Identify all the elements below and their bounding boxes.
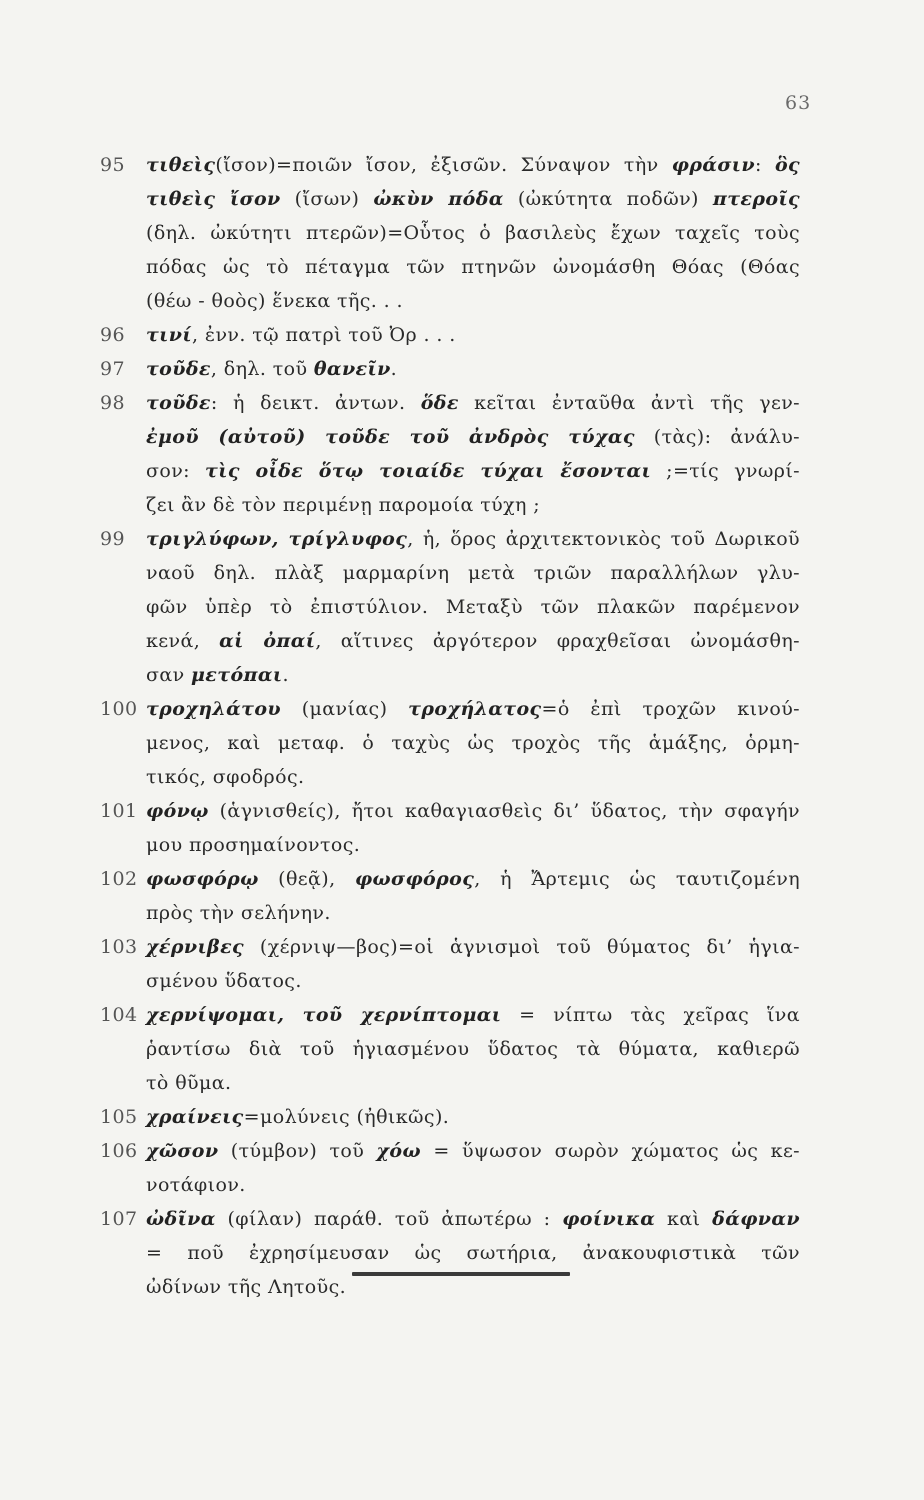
note-text: μου προσημαίνοντος.: [146, 834, 361, 856]
note-line: [100, 1202, 800, 1236]
note-text: τικός, σφοδρός.: [146, 766, 305, 788]
note-line: [100, 1032, 800, 1066]
note-text: (ἁγνισθείς), ἤτοι καθαγιασθεὶς δι’ ὕδατος, τὴν σφαγήν: [208, 800, 800, 822]
note-text: ζει ἂν δὲ τὸν περιμένῃ παρομοία τύχη ;: [146, 494, 541, 516]
note-line: [100, 1066, 800, 1100]
lemma-term: ὠδῖνα: [146, 1208, 216, 1230]
line-number: 99: [100, 528, 125, 550]
note-text: σαν: [146, 664, 191, 686]
lemma-term: φοίνικα: [562, 1208, 656, 1230]
note-text: , ἐνν. τῷ πατρὶ τοῦ Ὀρ . . .: [191, 324, 456, 346]
note-text: (φίλαν) παράθ. τοῦ ἀπωτέρω :: [215, 1208, 563, 1230]
line-number: 97: [100, 358, 125, 380]
note-line: [100, 828, 800, 862]
line-number: 107: [100, 1208, 138, 1230]
note-line: [100, 998, 800, 1032]
commentary-notes: [100, 148, 800, 1304]
line-number: 96: [100, 324, 125, 346]
note-line: [100, 964, 800, 998]
note-text: ναοῦ δηλ. πλὰξ μαρμαρίνη μετὰ τριῶν παραλλήλων γλυ-: [146, 562, 800, 584]
lemma-term: χῶσον: [146, 1140, 219, 1162]
line-number: 98: [100, 392, 125, 414]
note-text: (δηλ. ὠκύτητι πτερῶν)=Οὗτος ὁ βασιλεὺς ἔχων ταχεῖς τοὺς: [146, 222, 800, 244]
note-text: : ἡ δεικτ. ἀντων.: [210, 392, 421, 414]
lemma-term: τιθεὶς ἴσον: [146, 188, 281, 210]
line-number: 101: [100, 800, 138, 822]
note-line: [100, 658, 800, 692]
note-line: [100, 284, 800, 318]
lemma-term: χέρνιβες: [146, 936, 244, 958]
note-text: , ἡ, ὅρος ἀρχιτεκτονικὸς τοῦ Δωρικοῦ: [407, 528, 800, 550]
note-line: [100, 216, 800, 250]
note-text: (τύμβον) τοῦ: [218, 1140, 377, 1162]
note-line: [100, 930, 800, 964]
note-text: σον:: [146, 460, 206, 482]
note-line: [100, 794, 800, 828]
lemma-term: φόνῳ: [146, 800, 209, 822]
note-text: (τὰς): ἀνάλυ-: [634, 426, 800, 448]
note-line: [100, 454, 800, 488]
lemma-term: τοῦδε: [146, 392, 211, 414]
line-number: 102: [100, 868, 138, 890]
lemma-term: ἐμοῦ (αὐτοῦ) τοῦδε τοῦ ἀνδρὸς τύχας: [146, 426, 635, 448]
note-text: (θέω - θοὸς) ἕνεκα τῆς. . .: [146, 290, 403, 312]
note-line: [100, 318, 800, 352]
note-text: πόδας ὡς τὸ πέταγμα τῶν πτηνῶν ὠνομάσθη Θόας (Θόας: [146, 256, 800, 278]
note-text: (χέρνιψ—βος)=οἱ ἁγνισμοὶ τοῦ θύματος δι’ ἡγια-: [244, 936, 800, 958]
note-line: [100, 726, 800, 760]
lemma-term: αἱ ὀπαί: [219, 630, 316, 652]
note-text: = νίπτω τὰς χεῖρας ἵνα: [501, 1004, 800, 1026]
note-text: μενος, καὶ μεταφ. ὁ ταχὺς ὡς τροχὸς τῆς ἁμάξης, ὁρμη-: [146, 732, 800, 754]
lemma-term: ὅδε: [420, 392, 459, 414]
note-line: [100, 896, 800, 930]
lemma-term: φράσιν: [671, 154, 755, 176]
lemma-term: τιθεὶς: [146, 154, 216, 176]
note-text: ;=τίς γνωρί-: [651, 460, 800, 482]
lemma-term: φωσφόρῳ: [146, 868, 259, 890]
line-number: 95: [100, 154, 125, 176]
lemma-term: τοῦδε: [146, 358, 211, 380]
note-line: [100, 386, 800, 420]
line-number: 104: [100, 1004, 138, 1026]
note-line: [100, 488, 800, 522]
note-text: = ποῦ ἐχρησίμευσαν ὡς σωτήρια, ἀνακουφιστικὰ τῶν: [146, 1242, 800, 1264]
lemma-term: φωσφόρος: [354, 868, 475, 890]
note-line: [100, 1134, 800, 1168]
note-text: σμένου ὕδατος.: [146, 970, 302, 992]
note-text: (μανίας): [281, 698, 409, 720]
note-text: νοτάφιον.: [146, 1174, 246, 1196]
note-line: [100, 1236, 800, 1270]
note-line: [100, 624, 800, 658]
note-text: , αἵτινες ἀργότερον φραχθεῖσαι ὠνομάσθη-: [315, 630, 800, 652]
note-text: κεῖται ἐνταῦθα ἀντὶ τῆς γεν-: [458, 392, 800, 414]
note-text: καὶ: [655, 1208, 713, 1230]
line-number: 100: [100, 698, 138, 720]
note-line: [100, 148, 800, 182]
note-text: (ἴσον)=ποιῶν ἴσον, ἐξισῶν. Σύναψον τὴν: [215, 154, 672, 176]
note-line: [100, 182, 800, 216]
line-number: 106: [100, 1140, 138, 1162]
lemma-term: πτεροῖς: [712, 188, 801, 210]
note-text: (θεᾷ),: [258, 868, 355, 890]
lemma-term: δάφναν: [712, 1208, 800, 1230]
line-number: 103: [100, 936, 138, 958]
note-line: [100, 556, 800, 590]
lemma-term: τροχηλάτου: [146, 698, 281, 720]
note-text: .: [282, 664, 289, 686]
lemma-term: μετόπαι: [191, 664, 283, 686]
lemma-term: τὶς οἶδε ὅτῳ τοιαίδε τύχαι ἔσονται: [205, 460, 652, 482]
lemma-term: ὠκὺν πόδα: [373, 188, 504, 210]
note-line: [100, 590, 800, 624]
note-line: [100, 352, 800, 386]
note-text: ὠδίνων τῆς Λητοῦς.: [146, 1276, 347, 1298]
lemma-term: χερνίψομαι, τοῦ χερνίπτομαι: [146, 1004, 502, 1026]
note-text: τὸ θῦμα.: [146, 1072, 232, 1094]
note-text: ῥαντίσω διὰ τοῦ ἡγιασμένου ὕδατος τὰ θύματα, καθιερῶ: [146, 1038, 800, 1060]
note-text: (ἴσων): [280, 188, 374, 210]
note-line: [100, 692, 800, 726]
note-text: πρὸς τὴν σελήνην.: [146, 902, 331, 924]
note-text: κενά,: [146, 630, 220, 652]
note-line: [100, 1168, 800, 1202]
lemma-term: ὃς: [774, 154, 800, 176]
note-text: =μολύνεις (ἠθικῶς).: [243, 1106, 450, 1128]
note-line: [100, 862, 800, 896]
lemma-term: θανεῖν: [313, 358, 391, 380]
lemma-term: χόω: [376, 1140, 421, 1162]
line-number: 105: [100, 1106, 138, 1128]
note-line: [100, 250, 800, 284]
note-line: [100, 420, 800, 454]
note-line: [100, 1100, 800, 1134]
note-line: [100, 522, 800, 556]
note-text: :: [754, 154, 775, 176]
note-text: φῶν ὑπὲρ τὸ ἐπιστύλιον. Μεταξὺ τῶν πλακῶν παρέμενον: [146, 596, 800, 618]
lemma-term: τριγλύφων, τρίγλυφος: [146, 528, 408, 550]
note-text: = ὕψωσον σωρὸν χώματος ὡς κε-: [421, 1140, 801, 1162]
note-text: , δηλ. τοῦ: [210, 358, 314, 380]
lemma-term: τινί: [146, 324, 192, 346]
lemma-term: τροχήλατος: [408, 698, 542, 720]
note-text: (ὠκύτητα ποδῶν): [503, 188, 713, 210]
lemma-term: χραίνεις: [146, 1106, 244, 1128]
note-line: [100, 760, 800, 794]
page-number: 63: [785, 92, 812, 114]
note-text: , ἡ Ἄρτεμις ὡς ταυτιζομένη: [474, 868, 800, 890]
note-text: .: [390, 358, 398, 380]
section-divider: [352, 1272, 570, 1276]
note-text: =ὁ ἐπὶ τροχῶν κινού-: [541, 698, 800, 720]
